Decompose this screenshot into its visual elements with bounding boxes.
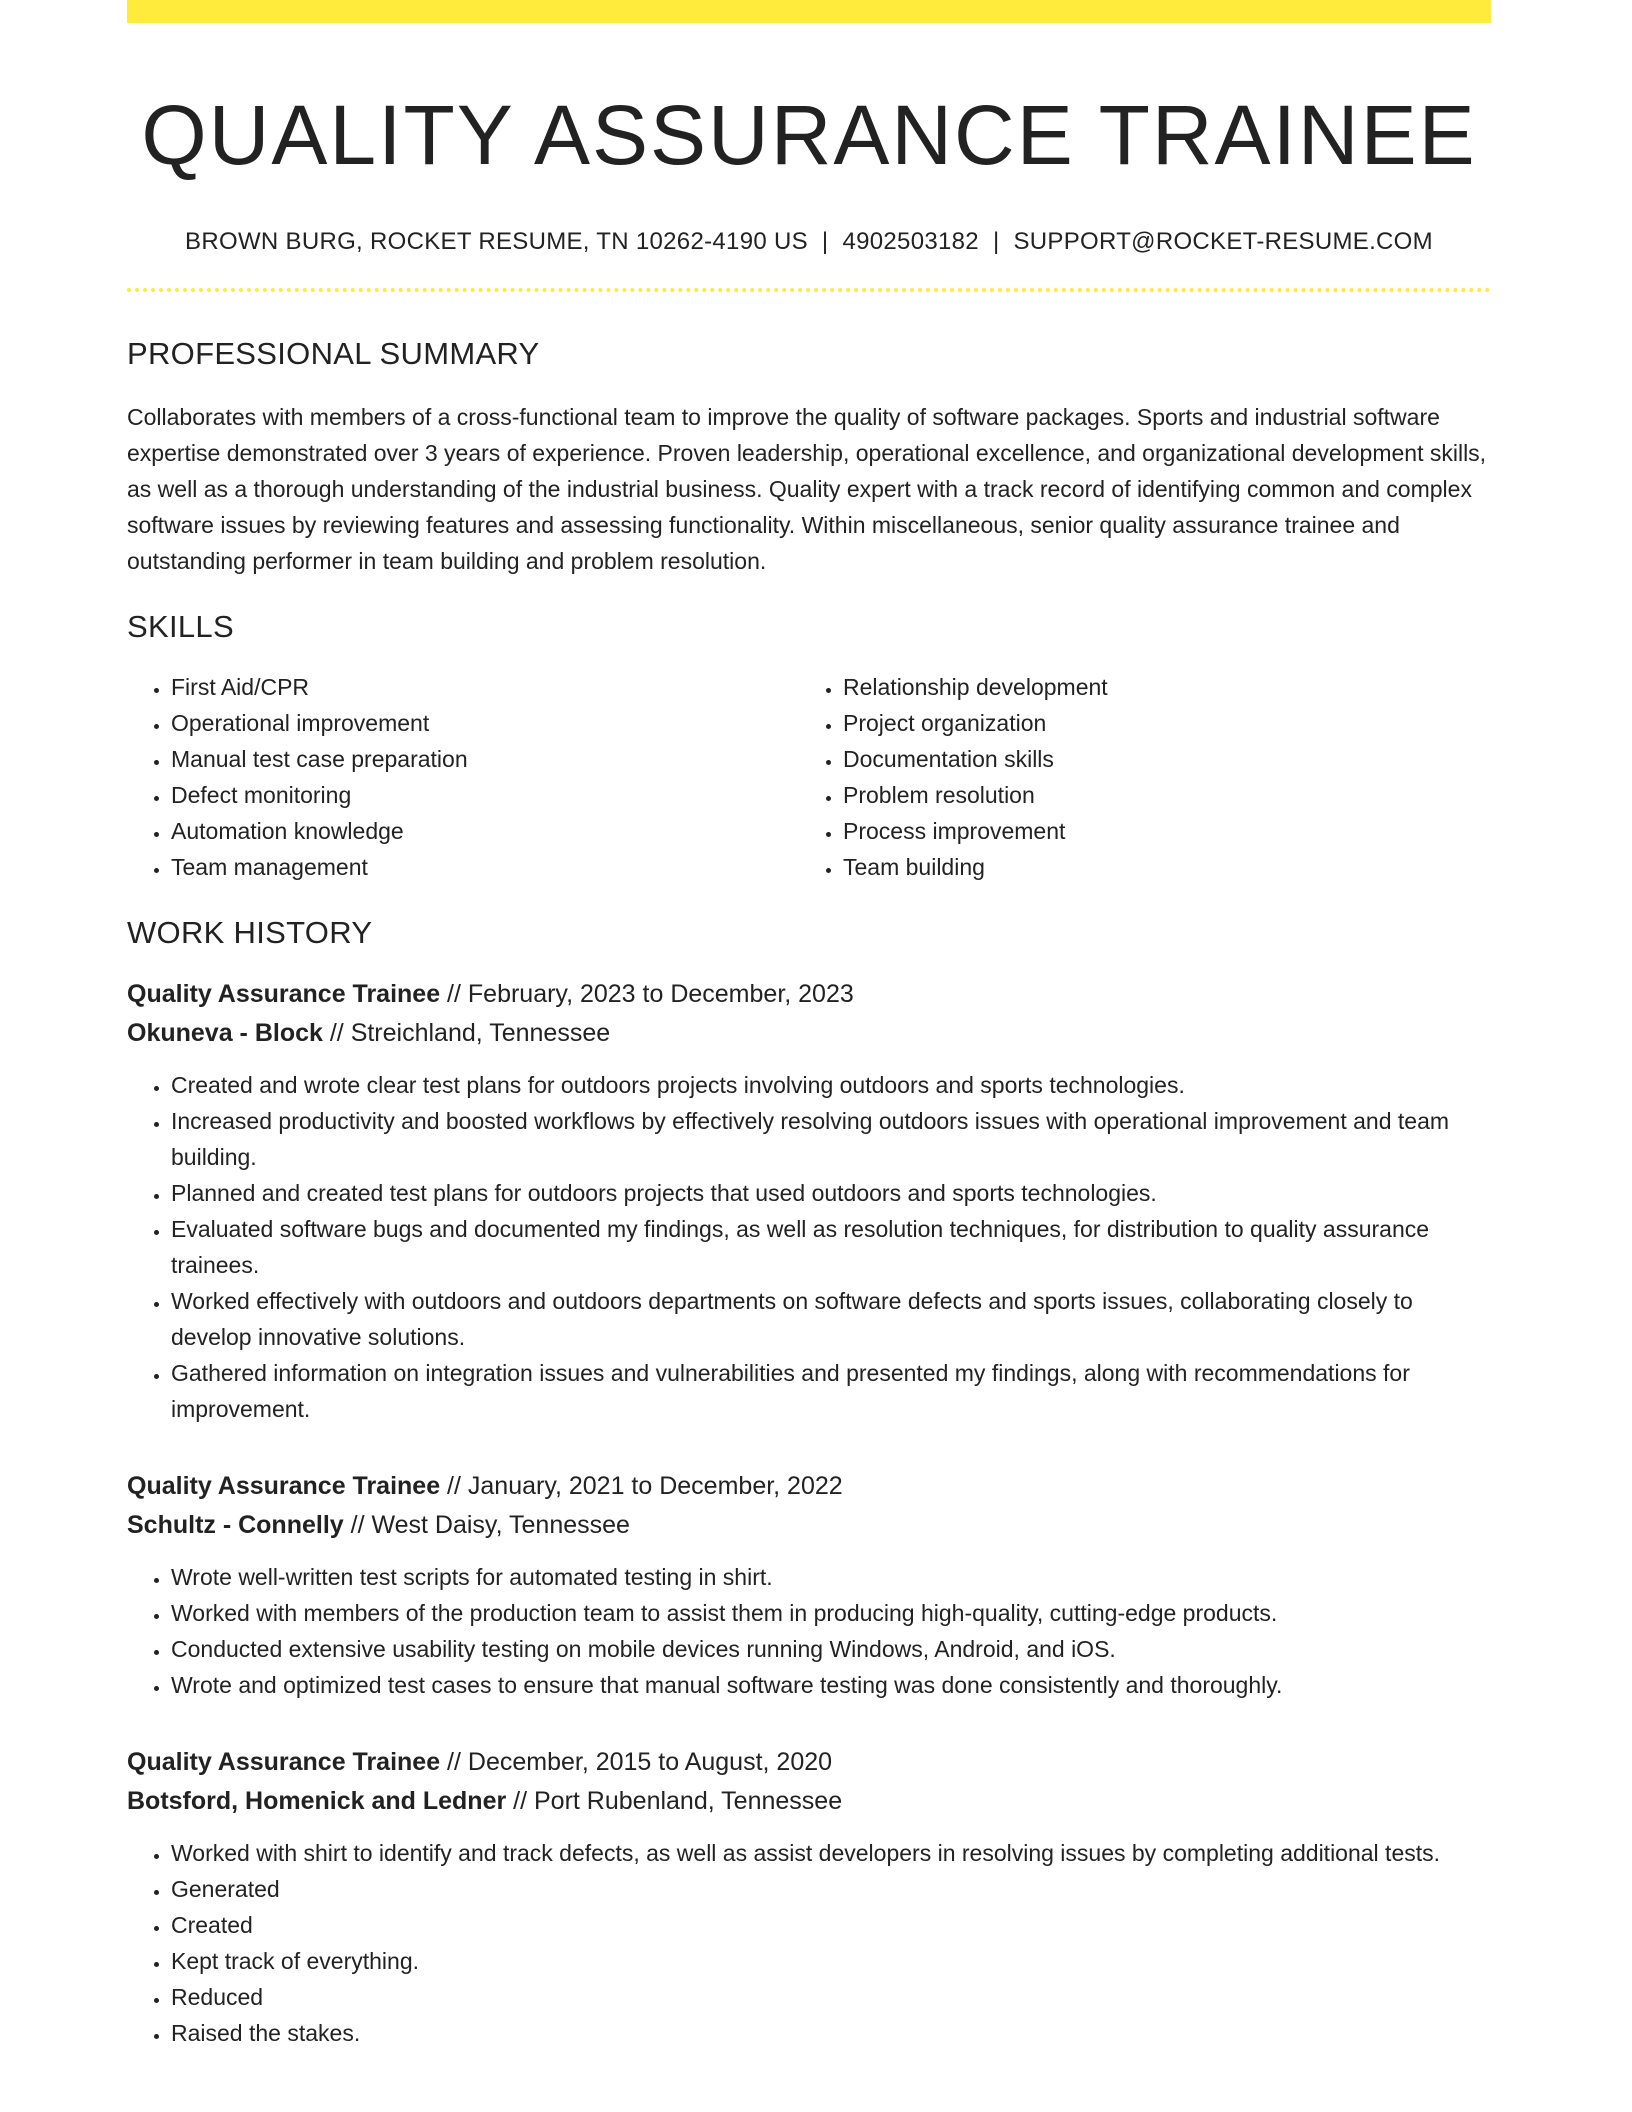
skill-item: • Defect monitoring: [171, 777, 799, 813]
job-bullet: • Raised the stakes.: [171, 2015, 1491, 2051]
job-bullet: • Reduced: [171, 1979, 1491, 2015]
job-bullet: • Worked with shirt to identify and track defects, as well as assist developers in resolving issues by completing additional tests.: [171, 1835, 1491, 1871]
resume-content: [127, 0, 1491, 2051]
section-heading-work: WORK HISTORY: [127, 914, 373, 950]
job-entry: [127, 1467, 1491, 1703]
summary-text: Collaborates with members of a cross-functional team to improve the quality of software packages. Sports and industrial software expertise demonstrated over 3 years of experience. Proven leadership, operational excellence, and organizational development skills, as well as a thorough understanding of the industrial business. Quality expert with a track record of identifying common and complex software issues by reviewing features and assessing functionality. Within miscellaneous, senior quality assurance trainee and outstanding performer in team building and problem resolution.: [127, 403, 1487, 574]
skill-item: • Manual test case preparation: [171, 741, 799, 777]
job-company-line: [127, 1506, 1491, 1545]
job-title-line: [127, 975, 1491, 1014]
work-history-section: [127, 915, 1491, 2051]
job-location: // West Daisy, Tennessee: [343, 1510, 630, 1539]
job-bullet: • Worked with members of the production team to assist them in producing high-quality, cutting-edge products.: [171, 1595, 1491, 1631]
job-bullets: [127, 1067, 1491, 1427]
skills-list-left: [127, 669, 799, 885]
job-company-line: [127, 1014, 1491, 1053]
skill-item: • Documentation skills: [843, 741, 1471, 777]
job-bullet: • Wrote well-written test scripts for automated testing in shirt.: [171, 1559, 1491, 1595]
job-title-line: [127, 1467, 1491, 1506]
job-company: Okuneva - Block: [127, 1018, 323, 1047]
skill-item: • Project organization: [843, 705, 1471, 741]
skills-section: [127, 609, 1491, 885]
accent-top-bar: [127, 0, 1491, 23]
skill-item: • Process improvement: [843, 813, 1471, 849]
job-bullet: • Wrote and optimized test cases to ensure that manual software testing was done consistently and thoroughly.: [171, 1667, 1491, 1703]
job-bullet: • Increased productivity and boosted workflows by effectively resolving outdoors issues with operational improvement and team building.: [171, 1103, 1491, 1175]
job-bullet: • Kept track of everything.: [171, 1943, 1491, 1979]
skill-item: • Operational improvement: [171, 705, 799, 741]
job-company: Schultz - Connelly: [127, 1510, 344, 1539]
job-dates: // January, 2021 to December, 2022: [440, 1471, 843, 1500]
contact-email: SUPPORT@ROCKET-RESUME.COM: [1013, 227, 1433, 255]
skills-grid: [127, 669, 1491, 885]
section-heading-summary: PROFESSIONAL SUMMARY: [127, 335, 540, 371]
job-bullets: [127, 1559, 1491, 1703]
job-company: Botsford, Homenick and Ledner: [127, 1786, 507, 1815]
job-title-line: [127, 1743, 1491, 1782]
job-title: Quality Assurance Trainee: [127, 1471, 441, 1500]
job-location: // Port Rubenland, Tennessee: [506, 1786, 843, 1815]
skill-item: • First Aid/CPR: [171, 669, 799, 705]
skill-item: • Team management: [171, 849, 799, 885]
professional-summary-section: [127, 336, 1491, 579]
job-entry: [127, 975, 1491, 1427]
job-location: // Streichland, Tennessee: [322, 1018, 611, 1047]
job-title: Quality Assurance Trainee: [127, 979, 441, 1008]
job-bullet: • Conducted extensive usability testing on mobile devices running Windows, Android, and iOS.: [171, 1631, 1491, 1667]
job-bullet: • Created and wrote clear test plans for outdoors projects involving outdoors and sports technologies.: [171, 1067, 1491, 1103]
job-bullets: [127, 1835, 1491, 2051]
job-bullet: • Planned and created test plans for outdoors projects that used outdoors and sports technologies.: [171, 1175, 1491, 1211]
skill-item: • Team building: [843, 849, 1471, 885]
job-bullet: • Worked effectively with outdoors and outdoors departments on software defects and sports issues, collaborating closely to develop innovative solutions.: [171, 1283, 1491, 1355]
job-company-line: [127, 1782, 1491, 1821]
contact-line: [127, 228, 1491, 256]
job-entry: [127, 1743, 1491, 2051]
job-bullet: • Created: [171, 1907, 1491, 1943]
contact-phone: 4902503182: [842, 227, 979, 255]
skills-list-right: [799, 669, 1471, 885]
job-title: Quality Assurance Trainee: [127, 1747, 441, 1776]
skill-item: • Automation knowledge: [171, 813, 799, 849]
job-dates: // December, 2015 to August, 2020: [440, 1747, 833, 1776]
contact-separator: |: [992, 227, 1000, 255]
resume-name: QUALITY ASSURANCE TRAINEE: [141, 88, 1477, 182]
job-bullet: • Gathered information on integration issues and vulnerabilities and presented my findings, along with recommendations for improvement.: [171, 1355, 1491, 1427]
dotted-divider: [127, 288, 1491, 292]
section-heading-skills: SKILLS: [127, 608, 234, 644]
contact-address: BROWN BURG, ROCKET RESUME, TN 10262-4190 US: [185, 227, 808, 255]
contact-separator: |: [821, 227, 829, 255]
job-dates: // February, 2023 to December, 2023: [440, 979, 854, 1008]
skill-item: • Problem resolution: [843, 777, 1471, 813]
job-bullet: • Generated: [171, 1871, 1491, 1907]
skill-item: • Relationship development: [843, 669, 1471, 705]
job-bullet: • Evaluated software bugs and documented my findings, as well as resolution techniques, for distribution to quality assurance trainees.: [171, 1211, 1491, 1283]
